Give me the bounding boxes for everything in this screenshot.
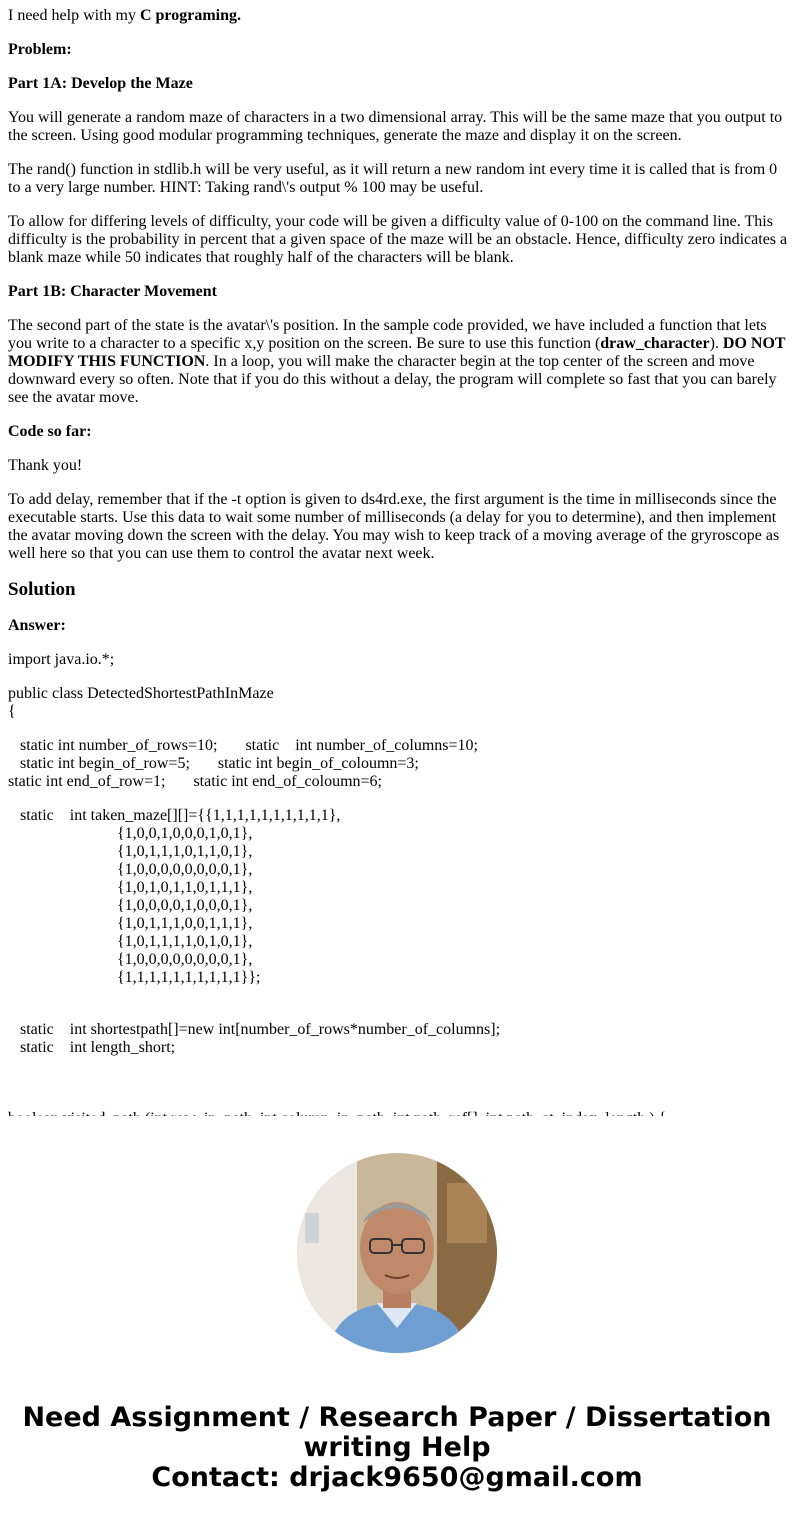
code-maze-row: {1,0,0,0,0,0,0,0,0,1}, bbox=[117, 951, 253, 968]
code-shortest-1: static int shortestpath[]=new int[number_of_rows*number_of_columns]; bbox=[20, 1021, 501, 1038]
question-content bbox=[8, 7, 788, 1057]
intro-bold: C programing. bbox=[139, 7, 242, 24]
code-spacer bbox=[8, 987, 788, 1005]
solution-heading: Solution bbox=[8, 579, 76, 600]
intro-text: I need help with my bbox=[8, 7, 140, 24]
code-maze-row: {1,0,1,0,1,1,0,1,1,1}, bbox=[117, 879, 253, 896]
code-maze-row: {1,0,0,0,0,0,0,0,0,1}, bbox=[117, 861, 253, 878]
part1b-paragraph: The second part of the state is the avatar\'s position. In the sample code provided, we have included a function that lets you write to a character to a specific x,y position on the screen. Be sure to use this function (draw_character). DO NOT MODIFY THIS FUNCTION. In a loop, you will make the character begin at the top center of the screen and move downward every so often. Note that if you do this without a delay, the program will complete so fast that you can barely see the avatar move. bbox=[8, 317, 786, 406]
part1a-heading: Part 1A: Develop the Maze bbox=[8, 75, 193, 92]
thanks-text: Thank you! bbox=[8, 457, 83, 474]
part1a-paragraph-1: You will generate a random maze of characters in a two dimensional array. This will be the same maze that you output to the screen. Using good modular programming techniques, generate the maze and display it on the screen. bbox=[8, 109, 783, 144]
code-maze-first: static int taken_maze[][]={{1,1,1,1,1,1,1,1,1,1}, bbox=[20, 807, 341, 824]
code-maze-row: {1,1,1,1,1,1,1,1,1,1}}; bbox=[117, 969, 261, 986]
promo-banner bbox=[0, 1403, 794, 1493]
code-heading: Code so far: bbox=[8, 423, 92, 440]
problem-heading: Problem: bbox=[8, 41, 72, 58]
part1b-heading: Part 1B: Character Movement bbox=[8, 283, 217, 300]
promo-contact: Contact: drjack9650@gmail.com bbox=[151, 1462, 643, 1493]
avatar-photo-icon bbox=[297, 1153, 497, 1353]
promo-line-2: writing Help bbox=[303, 1432, 491, 1463]
code-maze-row: {1,0,0,0,0,1,0,0,0,1}, bbox=[117, 897, 253, 914]
code-decl-3: static int end_of_row=1; static int end_of_coloumn=6; bbox=[8, 773, 382, 790]
delay-paragraph: To add delay, remember that if the -t option is given to ds4rd.exe, the first argument is the time in milliseconds since the executable starts. Use this data to wait some number of milliseconds (a delay for you to determine), and then implement the avatar moving down the screen with the delay. You may wish to keep track of a moving average of the gryroscope as well here so that you can use them to control the avatar next week. bbox=[8, 491, 780, 562]
code-decl-2: static int begin_of_row=5; static int begin_of_coloumn=3; bbox=[20, 755, 419, 772]
part1a-paragraph-3: To allow for differing levels of difficulty, your code will be given a difficulty value of 0-100 on the command line. This difficulty is the probability in percent that a given space of the maze will be an obstacle. Hence, difficulty zero indicates a blank maze while 50 indicates that roughly half of the characters will be blank. bbox=[8, 213, 788, 266]
code-maze-row: {1,0,1,1,1,0,1,1,0,1}, bbox=[117, 843, 253, 860]
author-avatar bbox=[297, 1153, 497, 1353]
code-maze-row: {1,0,1,1,1,0,0,1,1,1}, bbox=[117, 915, 253, 932]
code-decl-1: static int number_of_rows=10; static int number_of_columns=10; bbox=[20, 737, 478, 754]
promo-line-1: Need Assignment / Research Paper / Dissertation bbox=[22, 1402, 772, 1433]
code-maze-row: {1,0,1,1,1,1,0,1,0,1}, bbox=[117, 933, 253, 950]
intro bbox=[8, 7, 788, 25]
answer-label: Answer: bbox=[8, 617, 66, 634]
code-maze-row: {1,0,0,1,0,0,0,1,0,1}, bbox=[117, 825, 253, 842]
code-shortest-2: static int length_short; bbox=[20, 1039, 176, 1056]
code-class-line: public class DetectedShortestPathInMaze bbox=[8, 685, 274, 702]
code-import: import java.io.*; bbox=[8, 651, 115, 668]
content-fade bbox=[0, 1116, 794, 1126]
part1a-paragraph-2: The rand() function in stdlib.h will be very useful, as it will return a new random int every time it is called that is from 0 to a very large number. HINT: Taking rand\'s output % 100 may be useful. bbox=[8, 161, 778, 196]
code-open-brace: { bbox=[8, 703, 16, 720]
